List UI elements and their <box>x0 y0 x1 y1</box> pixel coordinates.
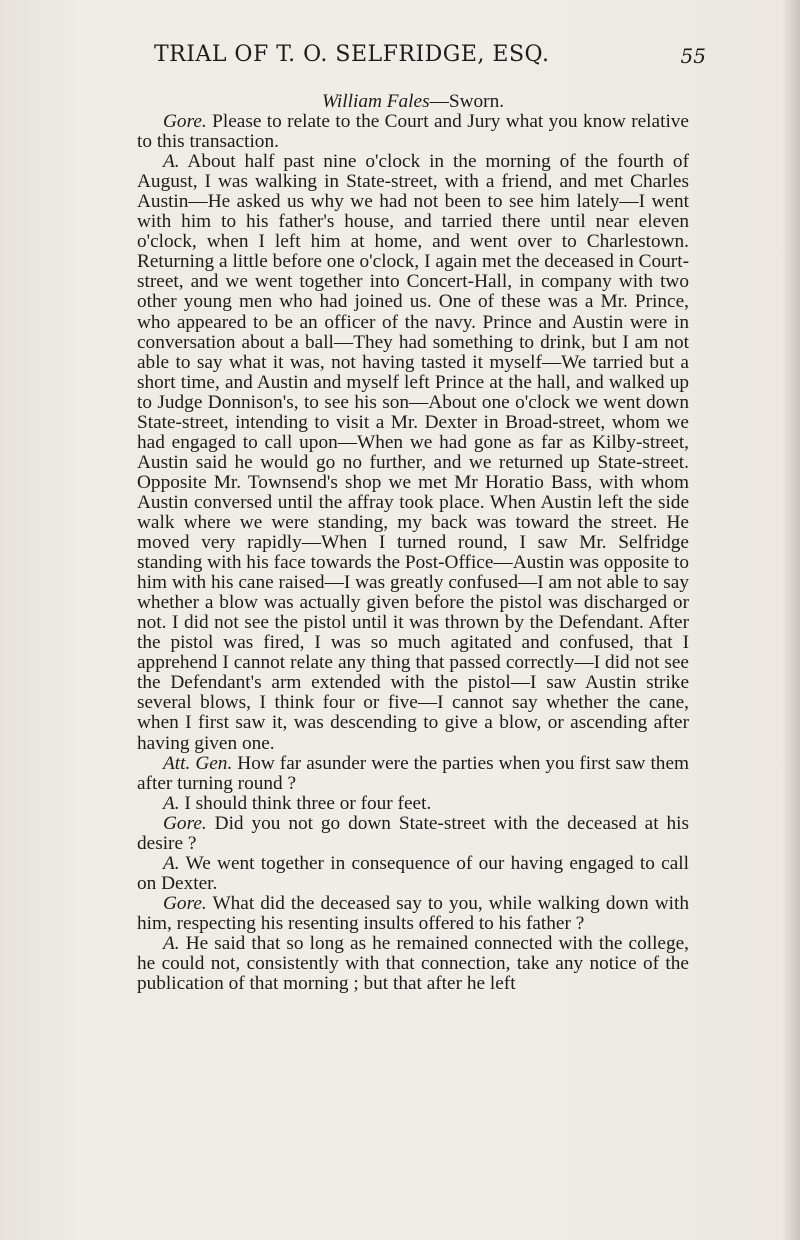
paragraph <box>137 152 689 753</box>
paragraph-text: I should think three or four feet. <box>179 792 432 814</box>
paragraph-text: What did the deceased say to you, while walking down with him, respecting his resenting insults offered to his father ? <box>137 892 689 934</box>
speaker-label: A. <box>163 151 180 173</box>
paragraph <box>137 112 689 152</box>
paragraph-text: How far asunder were the parties when you first saw them after turning round ? <box>137 752 689 794</box>
paragraph-text: Please to relate to the Court and Jury what you know relative to this transaction. <box>137 111 689 153</box>
running-title: TRIAL OF T. O. SELFRIDGE, ESQ. <box>154 42 550 67</box>
speaker-label: A. <box>163 792 180 814</box>
paragraph-text: We went together in consequence of our having engaged to call on Dexter. <box>137 852 689 894</box>
witness-sworn: —Sworn. <box>429 91 505 112</box>
witness-name: William Fales <box>321 91 430 112</box>
speaker-label: Gore. <box>163 892 207 914</box>
paragraph <box>137 934 689 994</box>
speaker-label: Gore. <box>163 812 207 834</box>
running-header <box>154 42 706 72</box>
page-edge-shadow <box>782 0 800 1240</box>
page-body <box>137 92 689 994</box>
witness-heading <box>137 92 689 112</box>
paragraph <box>137 854 689 894</box>
speaker-label: Att. Gen. <box>163 752 233 774</box>
paragraph <box>137 794 689 814</box>
paragraph <box>137 814 689 854</box>
paragraph-text: Did you not go down State-street with the deceased at his desire ? <box>137 812 689 854</box>
speaker-label: Gore. <box>163 111 207 133</box>
page-number: 55 <box>680 44 706 68</box>
paragraph-text: He said that so long as he remained connected with the college, he could not, consistently with that connection, take any notice of the publication of that morning ; but that after he left <box>137 932 689 995</box>
speaker-label: A. <box>163 852 180 874</box>
paragraph <box>137 754 689 794</box>
speaker-label: A. <box>163 932 180 954</box>
paragraph <box>137 894 689 934</box>
paragraph-text: About half past nine o'clock in the morning of the fourth of August, I was walking in State-street, with a friend, and met Charles Austin—He asked us why we had not been to see him lately—I went with him to his father's house, and tarried there until near eleven o'clock, when I left him at home, and went over to Charlestown. Returning a little before one o'clock, I again met the deceased in Court-street, and we went together into Concert-Hall, in company with two other young men who had joined us. One of these was a Mr. Prince, who appeared to be an officer of the navy. Prince and Austin were in conversation about a ball—They had something to drink, but I am not able to say what it was, not having tasted it myself—We tarried but a short time, and Austin and myself left Prince at the hall, and walked up to Judge Donnison's, to see his son—About one o'clock we went down State-street, intending to visit a Mr. Dexter in Broad-street, whom we had engaged to call upon—When we had gone as far as Kilby-street, Austin said he would go no further, and we returned up State-street. Opposite Mr. Townsend's shop we met Mr Horatio Bass, with whom Austin conversed until the affray took place. When Austin left the side walk where we were standing, my back was toward the street. He moved very rapidly—When I turned round, I saw Mr. Selfridge standing with his face towards the Post-Office—Austin was opposite to him with his cane raised—I was greatly confused—I am not able to say whether a blow was actually given before the pistol was discharged or not. I did not see the pistol until it was thrown by the Defendant. After the pistol was fired, I was so much agitated and confused, that I apprehend I cannot relate any thing that passed correctly—I did not see the Defendant's arm extended with the pistol—I saw Austin strike several blows, I think four or five—I cannot say whether the cane, when I first saw it, was descending to give a blow, or ascending after having given one. <box>137 151 689 754</box>
